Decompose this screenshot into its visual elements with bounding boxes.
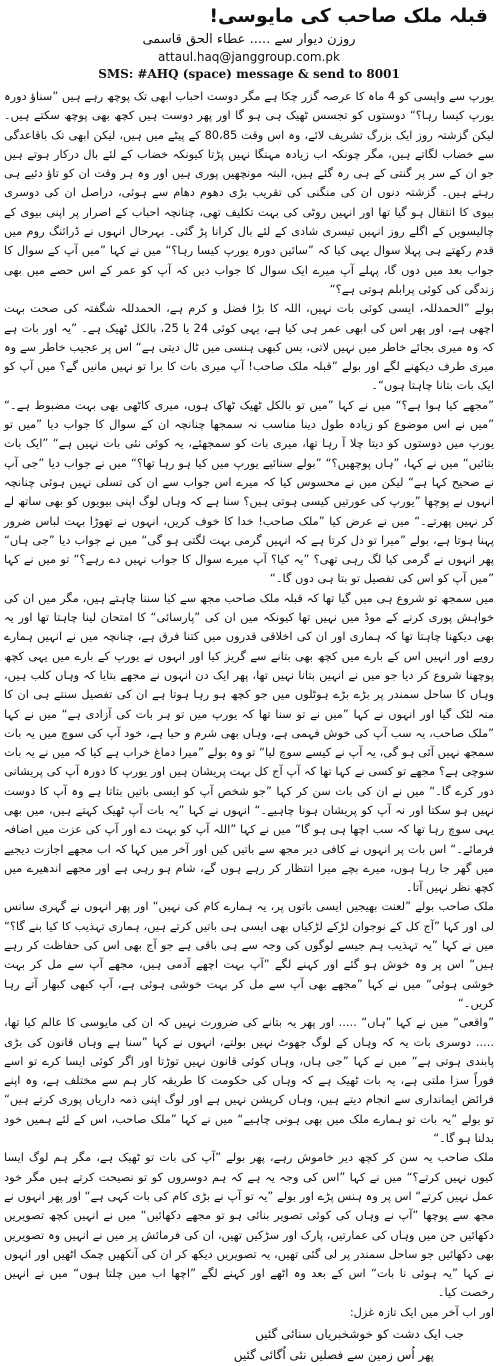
byline xyxy=(4,30,494,49)
article-paragraph: ”مجھے کیا ہوا ہے؟“ میں نے کہا ”میں تو بالکل ٹھیک ٹھاک ہوں، میری کاٹھی بھی بہت مضبوط ہے۔“ ”میں نے اس موضوع کو زیادہ طول دینا مناسب نہ سمجھا چنانچہ ان کے سوال کا جواب دیا ”میں تو یورپ میں دوستوں کو دیتا چلا آ رہا تھا، میری بات کو سمجھئے، یہ کوئی نئی بات نہیں ہے“ ”ایک بات بتائیں“ میں نے کہا، ”ہاں پوچھیں؟“ ”بولے سنائیے یورپ میں کیا ہو رہا تھا؟“ میں نے جواب دیا ”جی آپ نے صحیح کہا ہے“ لیکن میں نے محسوس کیا کہ میرے اس جواب سے ان کی تسلی نہیں ہوئی چنانچہ انہوں نے پوچھا ”یورپ کی عورتیں کیسی ہوتی ہیں؟ سنا ہے کہ وہاں لوگ اپنی بیویوں کو بھی ساتھ لے کر نہیں پھرتے۔“ میں نے عرض کیا ”ملک صاحب! خدا کا خوف کریں، انہوں نے تھوڑا بہت لباس ضرور پہنا ہوتا ہے، بولے ”میرا تو دل کرتا ہے کہ انہیں گرمی بہت لگتی ہو گی“ میں نے جواب دیا ”جی ہاں“ پھر انہوں نے گرمی کیا لگ رہی تھی؟ ”یہ کیا؟ آپ میرے سوال کا جواب نہیں دے رہے؟“ تو میں نے کہا ”میں آپ کو اس کی تفصیل تو بتا ہی دوں گا۔“ xyxy=(4,397,494,586)
sms-info: SMS: #AHQ (space) message & send to 8001 xyxy=(98,67,400,81)
article-paragraph: ملک صاحب بولے ”لعنت بھیجیں ایسی باتوں پر، یہ ہمارے کام کی نہیں“ اور پھر انہوں نے گہری سانس لی اور کہا ”آج کل کے نوجوان لڑکے لڑکیاں بھی ایسی ہی باتیں کرتے ہیں، ہماری تہذیب کا کیا بنے گا؟“ میں نے کہا ”یہ تہذیب ہم جیسے لوگوں کی وجہ سے ہی باقی ہے جو آج بھی اس کی حفاظت کر رہے ہیں“ اس پر وہ خوش ہو گئے اور کہنے لگے ”آپ بہت اچھے آدمی ہیں، مجھے آپ سے مل کر بہت خوشی ہوئی“ میں نے کہا ”مجھے بھی آپ سے مل کر بہت خوشی ہوئی ہے، آپ کبھی کبھار آتے رہا کریں۔“ xyxy=(4,899,494,1010)
article-title: قبلہ ملک صاحب کی مایوسی! xyxy=(209,5,488,27)
author-email[interactable]: attaul.haq@janggroup.com.pk xyxy=(157,50,341,64)
article-paragraph: میں سمجھ تو شروع ہی میں گیا تھا کہ قبلہ ملک صاحب مجھ سے کیا سننا چاہتے ہیں، مگر میں ان کی خواہش پوری کرنے کے موڈ میں نہیں تھا کیونکہ میں ان کی ”پارسائی“ کا امتحان لینا چاہتا تھا اور یہ بھی دیکھنا چاہتا تھا کہ ہماری اور ان کی اخلاقی قدروں میں کتنا فرق ہے، چنانچہ میں نے انہیں ہمارے رویے اور انہیں اس کے بارے میں کچھ بھی بتانے سے گریز کیا اور انہوں نے یورپ کے بارے میں یہی کچھ پوچھنا شروع کر دیا جو میں نے انہیں بتانا نہیں تھا، پھر ایک دن انہوں نے مجھے بتایا کہ وہاں کلب ہیں، وہاں کا ساحل سمندر پر بڑے بڑے ہوٹلوں میں جو کچھ ہو رہا ہوتا ہے ان کی تفصیل سنتے ہی ان کا منہ لٹک گیا اور انہوں نے کہا ”میں نے تو سنا تھا کہ یورپ میں تو ہر بات کی آزادی ہے“ میں نے کہا ”ملک صاحب، یہ سب آپ کی خوش فہمی ہے، وہاں بھی شرم و حیا ہے، خود آپ کی سوچ میں یہ بات سمجھ نہیں آئی ہو گی، یہ آپ نے کیسے سوچ لیا“ تو وہ بولے ”میرا دماغ خراب ہے کیا کہ میں نے یہ بات سوچی ہے؟ مجھے تو کسی نے کہا تھا کہ آپ آج کل بہت پریشان ہیں اور یورپ کا دورہ آپ کی پریشانی دور کرے گا۔“ میں نے ان کی بات سن کر کہا ”جو شخص آپ کو ایسی باتیں بتاتا ہے وہ آپ کا دوست نہیں ہو سکتا اور نہ آپ کو پریشان ہونا چاہیے۔“ انہوں نے کہا ”یہ بات آپ ٹھیک کہتے ہیں، میں بھی یہی سوچ رہا تھا کہ سب اچھا ہی ہو گا“ میں نے کہا ”اللہ آپ کو بہت دے اور آپ کی عزت میں اضافہ فرمائے۔“ اس بات پر انہوں نے کافی دیر مجھ سے باتیں کیں اور آخر میں کہا کہ اب مجھے اجازت دیجیے میں گھر جا رہا ہوں، میرے بچے میرا انتظار کر رہے ہوں گے، شام ہو رہی ہے اور مجھے اندھیرے میں کچھ نظر نہیں آتا۔ xyxy=(4,590,494,895)
ghazal-verse: جب ایک دشت کو خوشخبریاں سنائی گئیں xyxy=(255,1327,464,1341)
author-name: عطاء الحق قاسمی xyxy=(142,32,246,47)
column-name: روزن دیوار سے xyxy=(274,32,356,47)
byline-separator: ..... xyxy=(249,32,271,47)
article-paragraph: ملک صاحب یہ سن کر کچھ دیر خاموش رہے، پھر بولے ”آپ کی بات تو ٹھیک ہے، مگر ہم لوگ ایسا کیوں نہیں کرتے؟“ میں نے کہا ”اس کی وجہ یہ ہے کہ ہم دوسروں کو تو نصیحت کرتے ہیں مگر خود عمل نہیں کرتے“ اس پر وہ ہنس پڑے اور بولے ”یہ تو آپ نے بڑی کام کی بات کہی ہے“ اور پھر انہوں نے مجھ سے پوچھا ”آپ نے وہاں کی کوئی تصویر بنائی ہو تو مجھے دکھائیں“ میں نے انہیں کچھ تصویریں دکھائیں جن میں وہاں کی عمارتیں، پارک اور سڑکیں تھیں، ان کی فرمائش پر میں نے انہیں وہ تصویریں بھی دکھائیں جو ساحل سمندر پر لی گئی تھیں، یہ تصویریں دیکھ کر ان کی آنکھیں چمک اٹھیں اور انہوں نے کہا ”یہ ہوئی نا بات“ اس کے بعد وہ اٹھے اور کہنے لگے ”اچھا اب میں چلتا ہوں“ میں نے انہیں رخصت کیا۔ xyxy=(4,1150,494,1300)
ghazal-intro: اور اب آخر میں ایک تازہ غزل: xyxy=(349,1304,494,1319)
ghazal-verse: پھر اُس زمین سے فصلیں نئی اُگائی گئیں xyxy=(233,1348,434,1362)
article-paragraph: بولے ”الحمدللہ، ایسی کوئی بات نہیں، اللہ کا بڑا فضل و کرم ہے، الحمدللہ شگفتہ کی صحت بہت اچھی ہے، اور پھر اس کی ابھی عمر ہی کیا ہے، یہی کوئی 24 یا 25، بالکل ٹھیک ہے۔ ”یہ اور بات ہے کہ وہ میری بجائے خاطر میں نہیں لاتی، بس کبھی ہنسی میں ٹال دیتی ہے“ اس پر عجیب خاطر سے وہ میری طرف دیکھنے لگے اور بولے ”قبلہ ملک صاحب! آپ میری بات کا برا تو نہیں مانیں گے؟ میں آپ کو ایک بات بتانا چاہتا ہوں“۔ xyxy=(4,301,495,393)
article-paragraph: ”واقعی“ میں نے کہا ”ہاں“ ..... اور پھر یہ بتانے کی ضرورت نہیں کہ ان کی مایوسی کا عالم کیا تھا، ..... دوسری بات یہ کہ وہاں کے لوگ جھوٹ نہیں بولتے، انہوں نے کہا ”سنا ہے وہاں قانون کی بڑی پابندی ہوتی ہے“ میں نے کہا ”جی ہاں، وہاں کوئی قانون نہیں توڑتا اور اگر کوئی ایسا کرے تو اسے فوراً سزا ملتی ہے، یہ بات ٹھیک ہے کہ وہاں کی حکومت کا طریقہ کار ہم سے مختلف ہے، وہ اپنے فرائض ایمانداری سے انجام دیتے ہیں، وہاں کرپشن نہیں ہے اور لوگ اپنی ذمہ داریاں پوری کرتے ہیں“ تو بولے ”یہ بات تو ہمارے ملک میں بھی ہونی چاہیے“ میں نے کہا ”ملک صاحب، اس کے لئے ہمیں خود بدلنا ہو گا۔“ xyxy=(4,1015,494,1146)
article-paragraph: یورپ سے واپسی کو 4 ماہ کا عرصہ گزر چکا ہے مگر دوست احباب ابھی تک پوچھ رہے ہیں ”سناؤ دورہ یورپ کیسا رہا؟“ دوستوں کو تجسس ٹھیک ہی ہو گا اور پھر دوست ہیں کچھ بھی پوچھ سکتے ہیں۔ لیکن گزشتہ روز ایک بزرگ تشریف لائے، وہ اس وقت 80،85 کے پیٹے میں ہیں، لیکن ابھی تک باقاعدگی سے خضاب لگاتے ہیں، مگر چونکہ اب زیادہ مہنگا نہیں پڑتا کیونکہ خضاب کے لئے بال درکار ہوتے ہیں جو ان کے سر پر گنتی کے ہی رہ گئے ہیں، البتہ مونچھیں پوری ہیں اور وہ ہر وقت ان کو تاؤ دئیے ہی رہتے ہیں۔ گزشتہ دنوں ان کی منگنی کی تقریب بڑی دھوم دھام سے ہوئی، دراصل ان کی دوسری بیوی کا انتقال ہو گیا تھا اور انہیں روٹی کی بہت تکلیف تھی، چنانچہ احباب کے اصرار پر اپنی بیوی کے چالیسویں کے اگلے روز انہیں تیسری شادی کے لئے بال کرانا پڑ گئی۔ بہرحال انہوں نے ڈرائنگ روم میں قدم رکھتے ہی پہلا سوال یہی کیا کہ ”سائیں دورہ یورپ کیسا رہا؟“ میں نے کہا ”میں آپ کے سوال کا جواب بعد میں دوں گا، پہلے آپ میرے ایک سوال کا جواب دیں کہ آپ کو عمر کے اس حصے میں بھی زندگی کی کوئی پرابلم ہوتی ہے؟“ xyxy=(4,89,495,296)
ghazal xyxy=(4,1324,464,1366)
